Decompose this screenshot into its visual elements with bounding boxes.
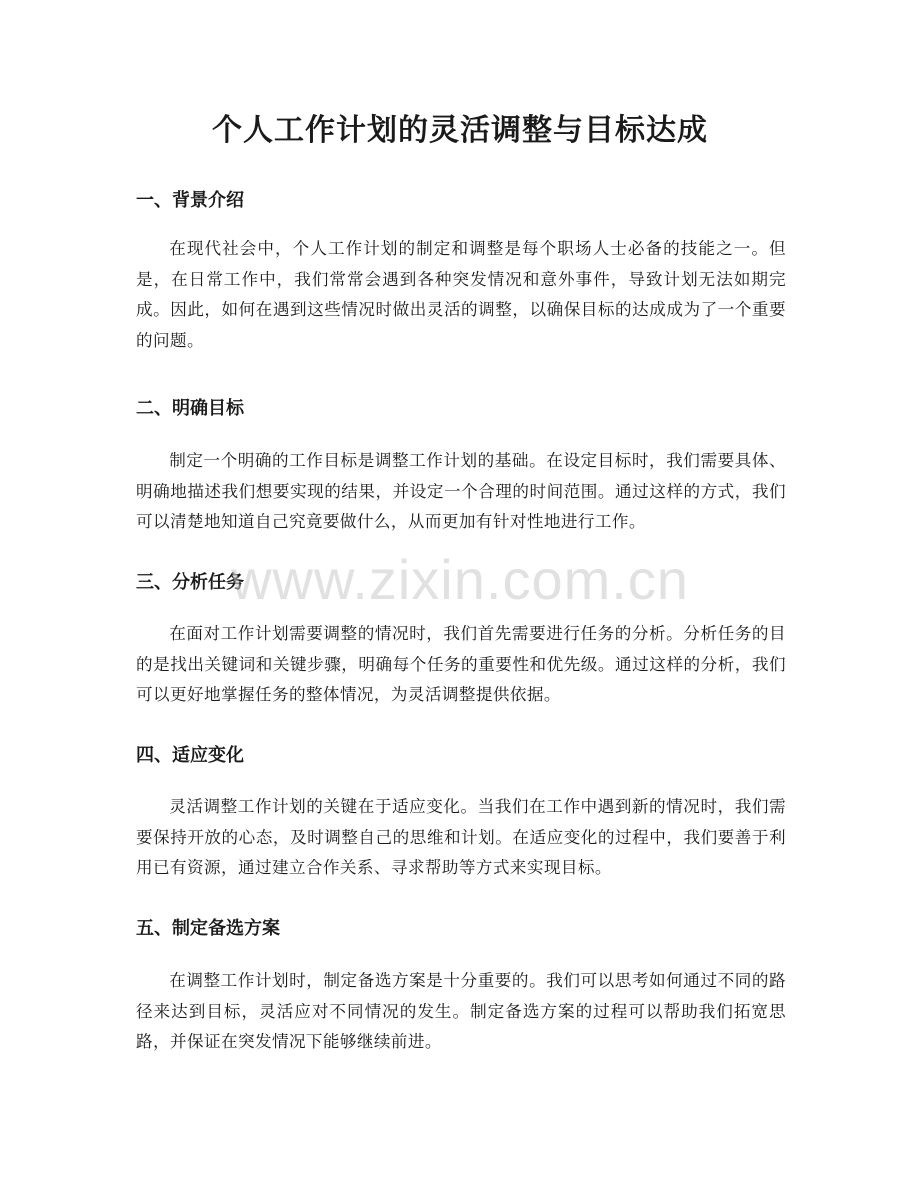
section-heading-alternatives: 五、制定备选方案 [136, 918, 280, 939]
watermark-text: www.zixin.com.cn [231, 548, 689, 611]
section-body-background: 在现代社会中，个人工作计划的制定和调整是每个职场人士必备的技能之一。但是，在日常工作中，我们常常会遇到各种突发情况和意外事件，导致计划无法如期完成。因此，如何在遇到这些情况时做出灵活的调整，以确保目标的达成成为了一个重要的问题。 [136, 239, 786, 351]
section-body-goals: 制定一个明确的工作目标是调整工作计划的基础。在设定目标时，我们需要具体、明确地描述我们想要实现的结果，并设定一个合理的时间范围。通过这样的方式，我们可以清楚地知道自己究竟要做什么，从而更加有针对性地进行工作。 [136, 451, 786, 532]
section-heading-tasks: 三、分析任务 [136, 572, 244, 593]
section-heading-goals: 二、明确目标 [136, 398, 244, 419]
section-body-adapt: 灵活调整工作计划的关键在于适应变化。当我们在工作中遇到新的情况时，我们需要保持开放的心态，及时调整自己的思维和计划。在适应变化的过程中，我们要善于利用已有资源，通过建立合作关系、寻求帮助等方式来实现目标。 [136, 797, 786, 878]
section-heading-adapt: 四、适应变化 [136, 745, 244, 766]
section-body-alternatives: 在调整工作计划时，制定备选方案是十分重要的。我们可以思考如何通过不同的路径来达到目标，灵活应对不同情况的发生。制定备选方案的过程可以帮助我们拓宽思路，并保证在突发情况下能够继续前进。 [136, 971, 786, 1052]
document-title: 个人工作计划的灵活调整与目标达成 [212, 113, 708, 148]
section-body-tasks: 在面对工作计划需要调整的情况时，我们首先需要进行任务的分析。分析任务的目的是找出关键词和关键步骤，明确每个任务的重要性和优先级。通过这样的分析，我们可以更好地掌握任务的整体情况，为灵活调整提供依据。 [136, 624, 786, 705]
section-heading-background: 一、背景介绍 [136, 190, 244, 211]
